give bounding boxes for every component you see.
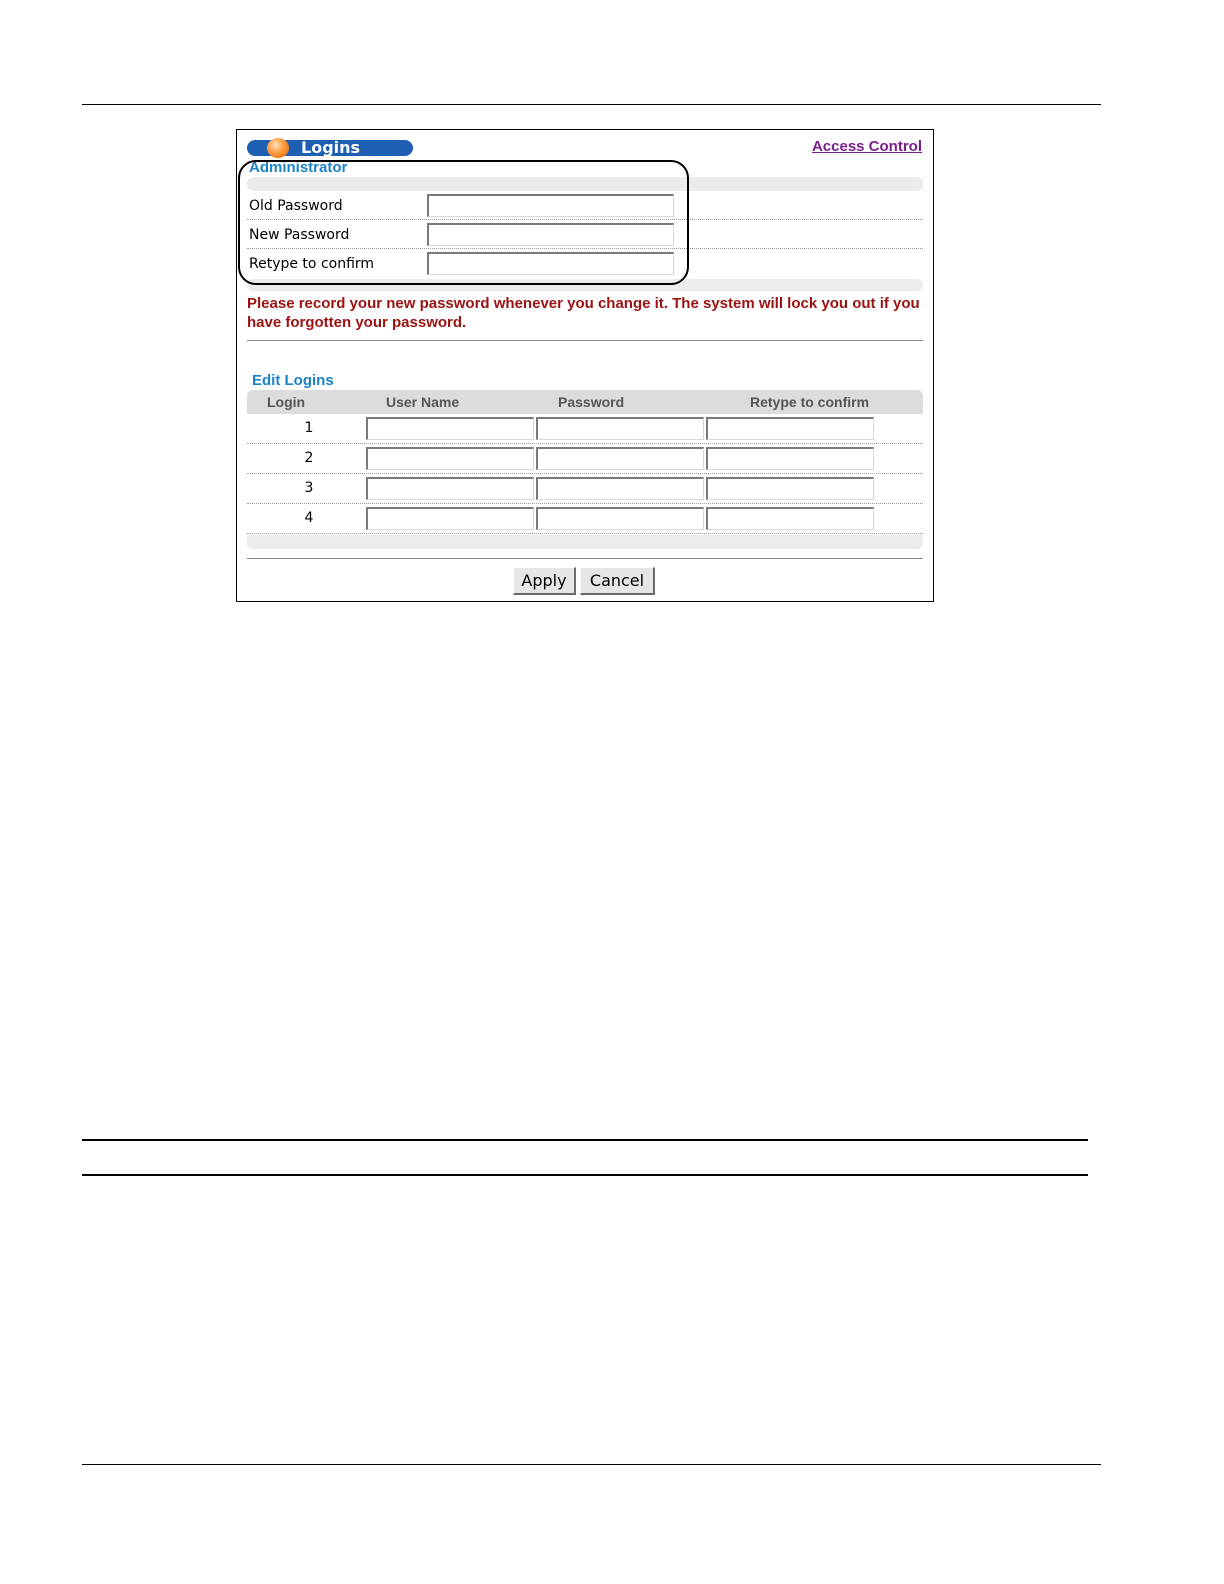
user-name-input[interactable] <box>366 507 534 530</box>
new-password-label: New Password <box>249 227 350 243</box>
column-header-user-name: User Name <box>386 394 460 410</box>
apply-button[interactable]: Apply <box>513 567 576 595</box>
password-input[interactable] <box>536 507 704 530</box>
section-rule-lower <box>82 1174 1088 1176</box>
table-row <box>247 474 923 504</box>
logins-table-header <box>247 390 923 414</box>
password-input[interactable] <box>536 447 704 470</box>
password-input[interactable] <box>536 477 704 500</box>
retype-input[interactable] <box>706 417 874 440</box>
login-number: 4 <box>304 510 314 526</box>
old-password-label: Old Password <box>249 198 343 214</box>
section-divider <box>247 340 923 341</box>
page-title: Logins <box>301 138 361 157</box>
user-name-input[interactable] <box>366 477 534 500</box>
user-name-input[interactable] <box>366 447 534 470</box>
password-warning: Please record your new password whenever you change it. The system will lock you out if you have forgotten your password. <box>247 295 920 331</box>
section-rule-upper <box>82 1139 1088 1141</box>
retype-password-label: Retype to confirm <box>249 256 375 272</box>
column-header-retype: Retype to confirm <box>750 394 870 410</box>
retype-input[interactable] <box>706 507 874 530</box>
password-input[interactable] <box>536 417 704 440</box>
table-row <box>247 414 923 444</box>
orb-icon <box>267 138 289 158</box>
login-number: 3 <box>304 480 314 496</box>
table-footer-band <box>247 535 923 549</box>
edit-logins-section-title: Edit Logins <box>252 372 334 389</box>
user-name-input[interactable] <box>366 417 534 440</box>
administrator-section-title: Administrator <box>249 159 348 176</box>
logins-screen <box>236 129 934 602</box>
access-control-link[interactable]: Access Control <box>811 138 922 155</box>
page-title-bar <box>247 140 413 156</box>
column-header-password: Password <box>558 394 625 410</box>
retype-input[interactable] <box>706 477 874 500</box>
highlight-callout <box>238 160 689 285</box>
retype-input[interactable] <box>706 447 874 470</box>
login-number: 1 <box>304 420 314 436</box>
login-number: 2 <box>304 450 314 466</box>
table-row <box>247 504 923 534</box>
column-header-login: Login <box>267 394 306 410</box>
buttons-divider <box>247 558 923 559</box>
table-row <box>247 444 923 474</box>
page-header-rule <box>82 104 1101 105</box>
page-footer-rule <box>82 1464 1101 1465</box>
cancel-button[interactable]: Cancel <box>580 567 655 595</box>
